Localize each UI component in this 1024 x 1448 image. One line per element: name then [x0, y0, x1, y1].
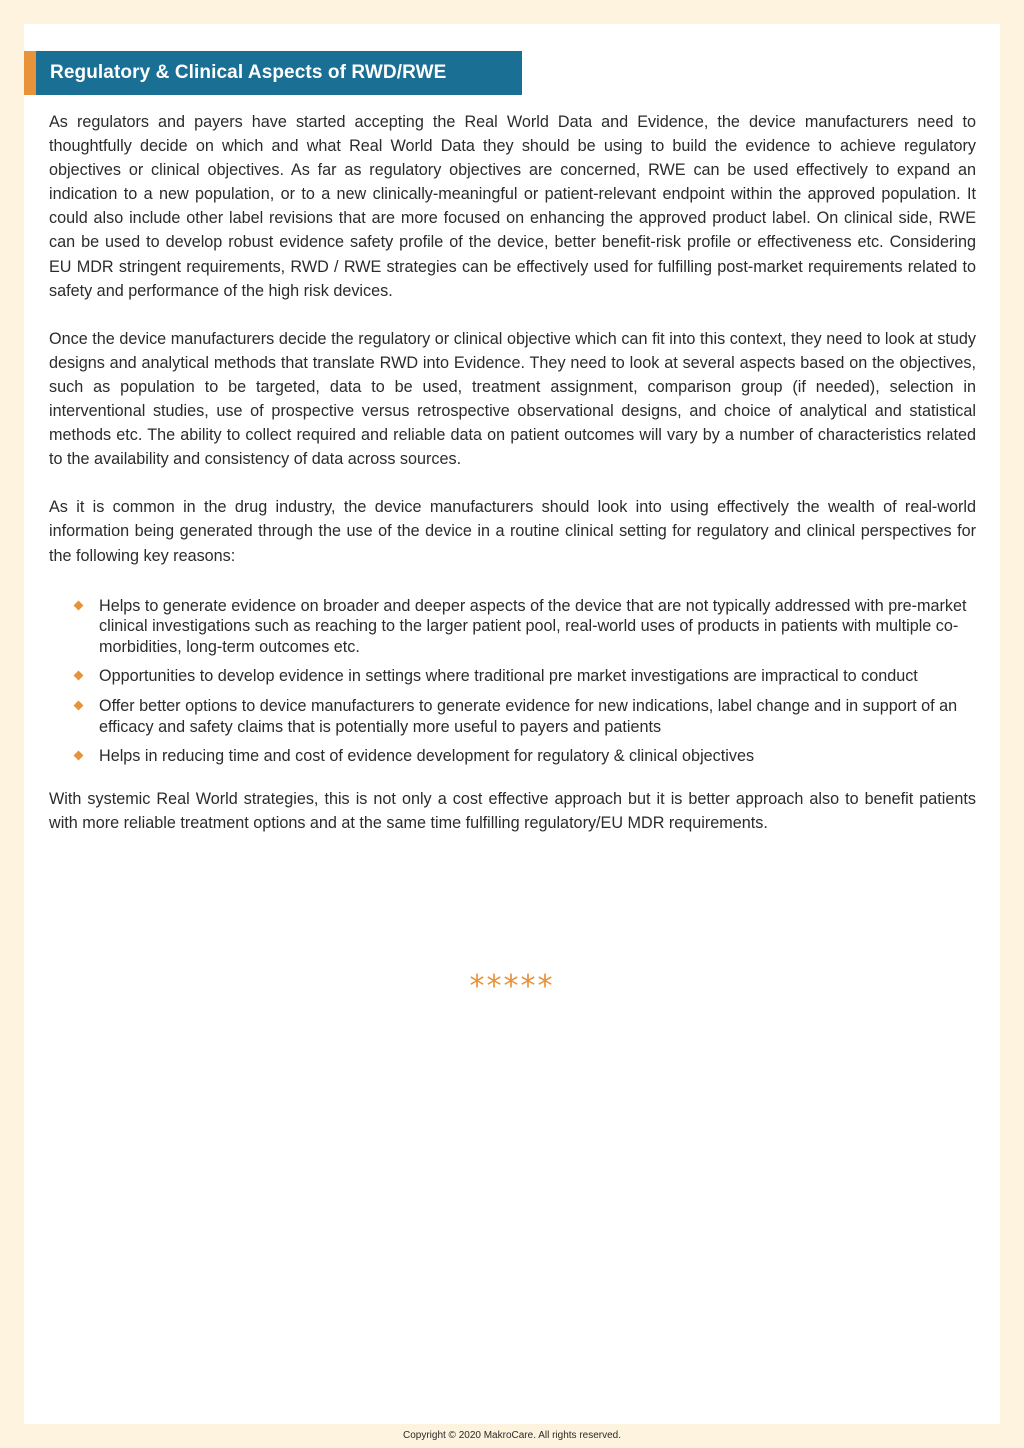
diamond-bullet-icon	[74, 701, 84, 711]
diamond-bullet-icon	[74, 671, 84, 681]
list-item-text: Opportunities to develop evidence in settings where traditional pre market investigations are impractical to conduct	[99, 667, 918, 686]
diamond-bullet-icon	[74, 600, 84, 610]
key-reasons-list	[49, 596, 976, 767]
section-title: Regulatory & Clinical Aspects of RWD/RWE	[50, 62, 447, 83]
copyright-footer: Copyright © 2020 MakroCare. All rights reserved.	[402, 1430, 622, 1441]
list-item	[49, 746, 976, 767]
list-item-text: Offer better options to device manufacturers to generate evidence for new indications, label change and in support of an efficacy and safety claims that is potentially more useful to payers and patients	[99, 696, 958, 736]
section-header	[24, 51, 522, 95]
list-item-text: Helps in reducing time and cost of evidence development for regulatory & clinical objectives	[99, 747, 755, 766]
list-item	[49, 696, 976, 737]
list-item	[49, 666, 976, 687]
list-item	[49, 596, 976, 658]
closing-paragraph: With systemic Real World strategies, this is not only a cost effective approach but it is better approach also to benefit patients with more reliable treatment options and at the same time fulfilling regulatory/EU MDR requirements.	[49, 789, 976, 832]
article-body	[49, 110, 976, 859]
paragraph: Once the device manufacturers decide the regulatory or clinical objective which can fit into this context, they need to look at study designs and analytical methods that translate RWD into Evidence. They need to look at several aspects based on the objectives, such as population to be targeted, data to be used, treatment assignment, comparison group (if needed), selection in interventional studies, use of prospective versus retrospective observational designs, and choice of analytical and statistical methods etc. The ability to collect required and reliable data on patient outcomes will vary by a number of characteristics related to the availability and consistency of data across sources.	[49, 329, 976, 469]
section-divider: *****	[469, 969, 555, 1004]
list-item-text: Helps to generate evidence on broader and deeper aspects of the device that are not typically addressed with pre-market clinical investigations such as reaching to the larger patient pool, real-world uses of products in patients with multiple co-morbidities, long-term outcomes etc.	[99, 596, 967, 656]
paragraph: As regulators and payers have started accepting the Real World Data and Evidence, the device manufacturers need to thoughtfully decide on which and what Real World Data they should be using to build the evidence to achieve regulatory objectives or clinical objectives. As far as regulatory objectives are concerned, RWE can be used effectively to expand an indication to a new population, or to a new clinically-meaningful or patient-relevant endpoint within the approved population. It could also include other label revisions that are more focused on enhancing the approved product label. On clinical side, RWE can be used to develop robust evidence safety profile of the device, better benefit-risk profile or effectiveness etc. Considering EU MDR stringent requirements, RWD / RWE strategies can be effectively used for fulfilling post-market requirements related to safety and performance of the high risk devices.	[49, 113, 976, 300]
paragraph: As it is common in the drug industry, the device manufacturers should look into using effectively the wealth of real-world information being generated through the use of the device in a routine clinical setting for regulatory and clinical perspectives for the following key reasons:	[49, 498, 976, 565]
document-page	[24, 24, 1000, 1424]
diamond-bullet-icon	[74, 751, 84, 761]
